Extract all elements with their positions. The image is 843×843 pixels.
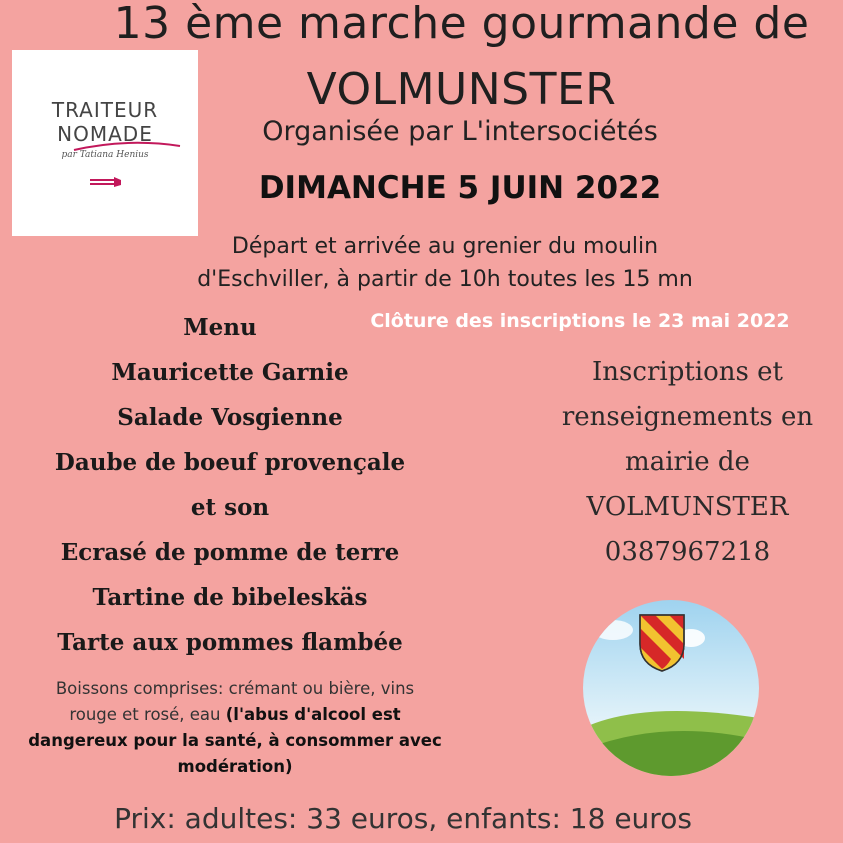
drinks-line2: rouge et rosé, eau: [69, 705, 226, 724]
logo-line3: par Tatiana Henius: [61, 150, 149, 160]
phone-number: 0387967218: [604, 537, 771, 567]
menu-item: Ecrasé de pomme de terre: [60, 539, 400, 566]
traiteur-nomade-logo: [12, 50, 198, 236]
logo-line2: NOMADE: [57, 122, 153, 146]
menu-list: [20, 305, 440, 665]
registration-info: [540, 350, 835, 575]
alcohol-warning: (l'abus d'alcool est dangereux pour la santé, à consommer avec modération): [28, 705, 442, 776]
drinks-line1: Boissons comprises: crémant ou bière, vins: [55, 679, 415, 698]
info-line: mairie de: [625, 447, 750, 477]
landscape-illustration: [583, 600, 759, 776]
menu-item: Mauricette Garnie: [111, 359, 349, 386]
departure-line1: Départ et arrivée au grenier du moulin: [231, 234, 659, 259]
cutlery-icon: [90, 175, 122, 189]
departure-info: [150, 230, 740, 296]
departure-line2: d'Eschviller, à partir de 10h toutes les 15 mn: [197, 267, 693, 292]
info-line: VOLMUNSTER: [586, 492, 789, 522]
menu-item: Daube de boeuf provençale: [54, 449, 406, 476]
menu-item: Salade Vosgienne: [117, 404, 343, 431]
registration-closure: Clôture des inscriptions le 23 mai 2022: [370, 310, 790, 332]
price-info: Prix: adultes: 33 euros, enfants: 18 euros: [114, 802, 692, 835]
info-line: renseignements en: [561, 402, 814, 432]
event-title-line2: VOLMUNSTER: [306, 64, 617, 115]
menu-item: Tartine de bibeleskäs: [92, 584, 368, 611]
info-line: Inscriptions et: [592, 357, 783, 387]
logo-line1: TRAITEUR: [51, 98, 159, 122]
menu-item: et son: [190, 494, 270, 521]
event-date: DIMANCHE 5 JUIN 2022: [258, 170, 662, 206]
organizer-text: Organisée par L'intersociétés: [262, 116, 658, 147]
drinks-info: [20, 676, 450, 780]
event-title-line1: 13 ème marche gourmande de: [113, 0, 810, 49]
menu-title: Menu: [183, 314, 257, 341]
menu-item: Tarte aux pommes flambée: [57, 629, 403, 656]
coat-of-arms-icon: [639, 614, 685, 672]
